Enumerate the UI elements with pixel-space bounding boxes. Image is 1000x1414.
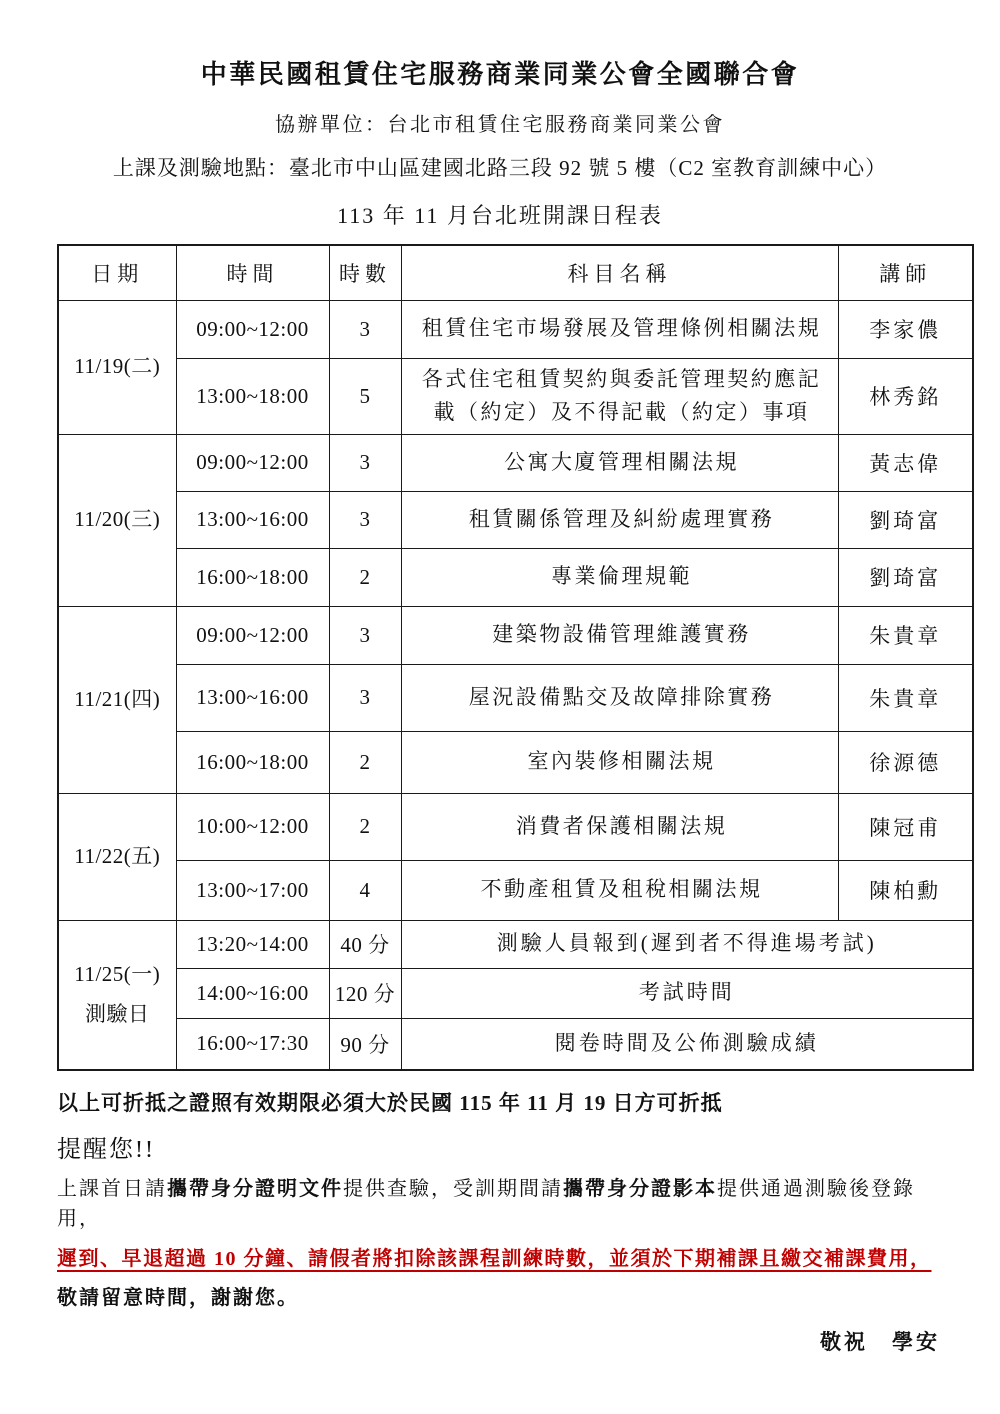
subject-cell: 閱卷時間及公佈測驗成績 [401,1018,973,1070]
hours-cell: 120 分 [329,968,401,1018]
instructor-cell: 徐源德 [838,731,973,793]
subject-cell: 租賃住宅市場發展及管理條例相關法規 [401,300,838,358]
id-document-note [57,1174,942,1234]
session-row [58,358,973,434]
time-cell: 16:00~17:30 [176,1018,329,1070]
closing-note: 敬請留意時間，謝謝您。 [57,1287,299,1310]
instructor-cell: 李家儂 [838,300,973,358]
page-title: 中華民國租賃住宅服務商業同業公會全國聯合會 [200,60,800,89]
session-row [58,920,973,968]
instructor-cell: 陳冠甫 [838,793,973,860]
session-row [58,1018,973,1070]
subject-cell: 消費者保護相關法規 [401,793,838,860]
date-cell [58,920,176,1070]
hours-cell: 3 [329,491,401,548]
id-note-bold2: 攜帶身分證影本 [563,1178,717,1201]
col-header-subject: 科目名稱 [401,245,838,300]
subject-cell: 公寓大廈管理相關法規 [401,434,838,491]
subject-cell: 不動產租賃及租稅相關法規 [401,860,838,920]
subject-cell: 考試時間 [401,968,973,1018]
subject-cell: 各式住宅租賃契約與委託管理契約應記載（約定）及不得記載（約定）事項 [401,358,838,434]
time-cell: 13:00~17:00 [176,860,329,920]
hours-cell: 3 [329,434,401,491]
col-header-hours: 時數 [329,245,401,300]
organizer-line: 協辦單位：台北市租賃住宅服務商業同業公會 [275,114,725,136]
hours-cell: 4 [329,860,401,920]
signoff: 敬祝 學安 [820,1330,940,1355]
schedule-title: 113 年 11 月台北班開課日程表 [337,203,663,228]
col-header-date: 日期 [58,245,176,300]
time-cell: 13:00~16:00 [176,664,329,731]
col-header-time: 時間 [176,245,329,300]
instructor-cell: 陳柏勳 [838,860,973,920]
session-row [58,300,973,358]
session-row [58,793,973,860]
time-cell: 16:00~18:00 [176,731,329,793]
date-cell: 11/20(三) [58,434,176,606]
notes-section [57,1087,942,1356]
hours-cell: 90 分 [329,1018,401,1070]
date-line1: 11/25(一) [74,962,161,987]
id-note-bold1: 攜帶身分證明文件 [167,1178,343,1201]
hours-cell: 40 分 [329,920,401,968]
id-note-mid: 提供查驗，受訓期間請 [343,1178,563,1201]
instructor-cell: 黃志偉 [838,434,973,491]
time-cell: 09:00~12:00 [176,606,329,664]
time-cell: 13:00~16:00 [176,491,329,548]
hours-cell: 2 [329,731,401,793]
session-row [58,491,973,548]
time-cell: 13:20~14:00 [176,920,329,968]
id-note-prefix: 上課首日請 [57,1178,167,1201]
session-row [58,664,973,731]
time-cell: 10:00~12:00 [176,793,329,860]
date-cell: 11/21(四) [58,606,176,793]
subject-cell: 租賃關係管理及糾紛處理實務 [401,491,838,548]
schedule-table [57,244,974,1071]
subject-cell: 測驗人員報到(遲到者不得進場考試) [401,920,973,968]
date-line2: 測驗日 [85,1001,150,1026]
instructor-cell: 朱貴章 [838,664,973,731]
late-penalty-warning: 遲到、早退超過 10 分鐘、請假者將扣除該課程訓練時數，並須於下期補課且繳交補課費用， [57,1248,932,1271]
date-cell: 11/19(二) [58,300,176,434]
session-row [58,434,973,491]
reminder-title: 提醒您!! [57,1137,155,1164]
time-cell: 16:00~18:00 [176,548,329,606]
col-header-instructor: 講師 [838,245,973,300]
subject-cell: 專業倫理規範 [401,548,838,606]
time-cell: 14:00~16:00 [176,968,329,1018]
time-cell: 13:00~18:00 [176,358,329,434]
time-cell: 09:00~12:00 [176,434,329,491]
session-row [58,968,973,1018]
date-cell: 11/22(五) [58,793,176,920]
instructor-cell: 林秀銘 [838,358,973,434]
time-cell: 09:00~12:00 [176,300,329,358]
certificate-note: 以上可折抵之證照有效期限必須大於民國 115 年 11 月 19 日方可折抵 [57,1091,723,1116]
hours-cell: 3 [329,606,401,664]
hours-cell: 3 [329,664,401,731]
hours-cell: 5 [329,358,401,434]
session-row [58,548,973,606]
hours-cell: 2 [329,548,401,606]
instructor-cell: 劉琦富 [838,491,973,548]
instructor-cell: 劉琦富 [838,548,973,606]
location-line: 上課及測驗地點：臺北市中山區建國北路三段 92 號 5 樓（C2 室教育訓練中心） [112,156,888,180]
subject-cell: 室內裝修相關法規 [401,731,838,793]
subject-cell: 建築物設備管理維護實務 [401,606,838,664]
table-header-row [58,245,973,300]
session-row [58,731,973,793]
instructor-cell: 朱貴章 [838,606,973,664]
session-row [58,606,973,664]
id-note-suffix: 提供通過測驗後登錄用， [57,1178,915,1231]
session-row [58,860,973,920]
hours-cell: 2 [329,793,401,860]
subject-cell: 屋況設備點交及故障排除實務 [401,664,838,731]
hours-cell: 3 [329,300,401,358]
